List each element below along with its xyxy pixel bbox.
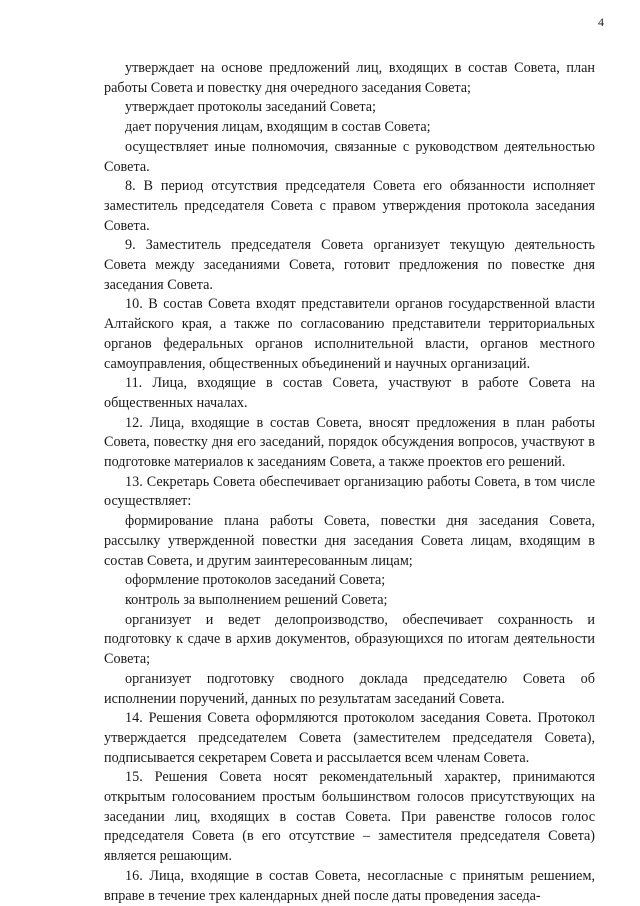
paragraph: утверждает протоколы заседаний Совета; [125,99,377,116]
paragraph-item-13: 13. Секретарь Совета обеспечивает организацию работы Совета, в том числе осуществляет: [104,473,595,510]
paragraph: осуществляет иные полномочия, связанные с руководством деятельностью Совета. [104,138,595,175]
paragraph-item-11: 11. Лица, входящие в состав Совета, участвуют в работе Совета на общественных началах. [104,375,595,411]
paragraph: дает поручения лицам, входящим в состав Совета; [125,119,431,136]
paragraph-item-16: 16. Лица, входящие в состав Совета, несогласные с принятым решением, вправе в течение трех календарных дней после даты проведения заседа- [104,867,595,904]
paragraph: утверждает на основе предложений лиц, входящих в состав Совета, план работы Совета и повестку дня очередного заседания Совета; [104,60,595,96]
document-body [104,59,595,906]
paragraph: организует подготовку сводного доклада председателю Совета об исполнении поручений, данных по результатам заседаний Совета. [104,670,595,707]
page-number: 4 [598,15,604,29]
paragraph: контроль за выполнением решений Совета; [125,591,388,608]
paragraph-item-15: 15. Решения Совета носят рекомендательный характер, принимаются открытым голосованием простым большинством голосов присутствующих на заседании лиц, входящих в состав Совета. При равенстве голосов голос председателя Совета (в его отсутствие – заместителя председателя Совета) является решающим. [104,769,595,865]
paragraph-item-12: 12. Лица, входящие в состав Совета, вносят предложения в план работы Совета, повестку дня его заседаний, порядок обсуждения вопросов, участвуют в подготовке материалов к заседаниям Совета, а также проектов его решений. [104,414,595,471]
paragraph-item-14: 14. Решения Совета оформляются протоколом заседания Совета. Протокол утверждается председателем Совета (заместителем председателя Совета), подписывается секретарем Совета и рассылается всем членам Совета. [104,710,595,766]
paragraph-item-8: 8. В период отсутствия председателя Совета его обязанности исполняет заместитель председателя Совета с правом утверждения протокола заседания Совета. [104,178,595,234]
paragraph-item-10: 10. В состав Совета входят представители органов государственной власти Алтайского края, а также по согласованию представители территориальных органов федеральных органов исполнительной власти, органов местного самоуправления, общественных объединений и научных организаций. [104,296,595,372]
paragraph: оформление протоколов заседаний Совета; [125,572,386,589]
paragraph: формирование плана работы Совета, повестки дня заседания Совета, рассылку утвержденной повестки дня заседания Совета лицам, входящим в состав Совета, и другим заинтересованным лицам; [104,513,595,569]
paragraph: организует и ведет делопроизводство, обеспечивает сохранность и подготовку к сдаче в архив документов, образующихся по итогам деятельности Совета; [104,611,595,668]
paragraph-item-9: 9. Заместитель председателя Совета организует текущую деятельность Совета между заседаниями Совета, готовит предложения по повестке дня заседания Совета. [104,237,595,293]
